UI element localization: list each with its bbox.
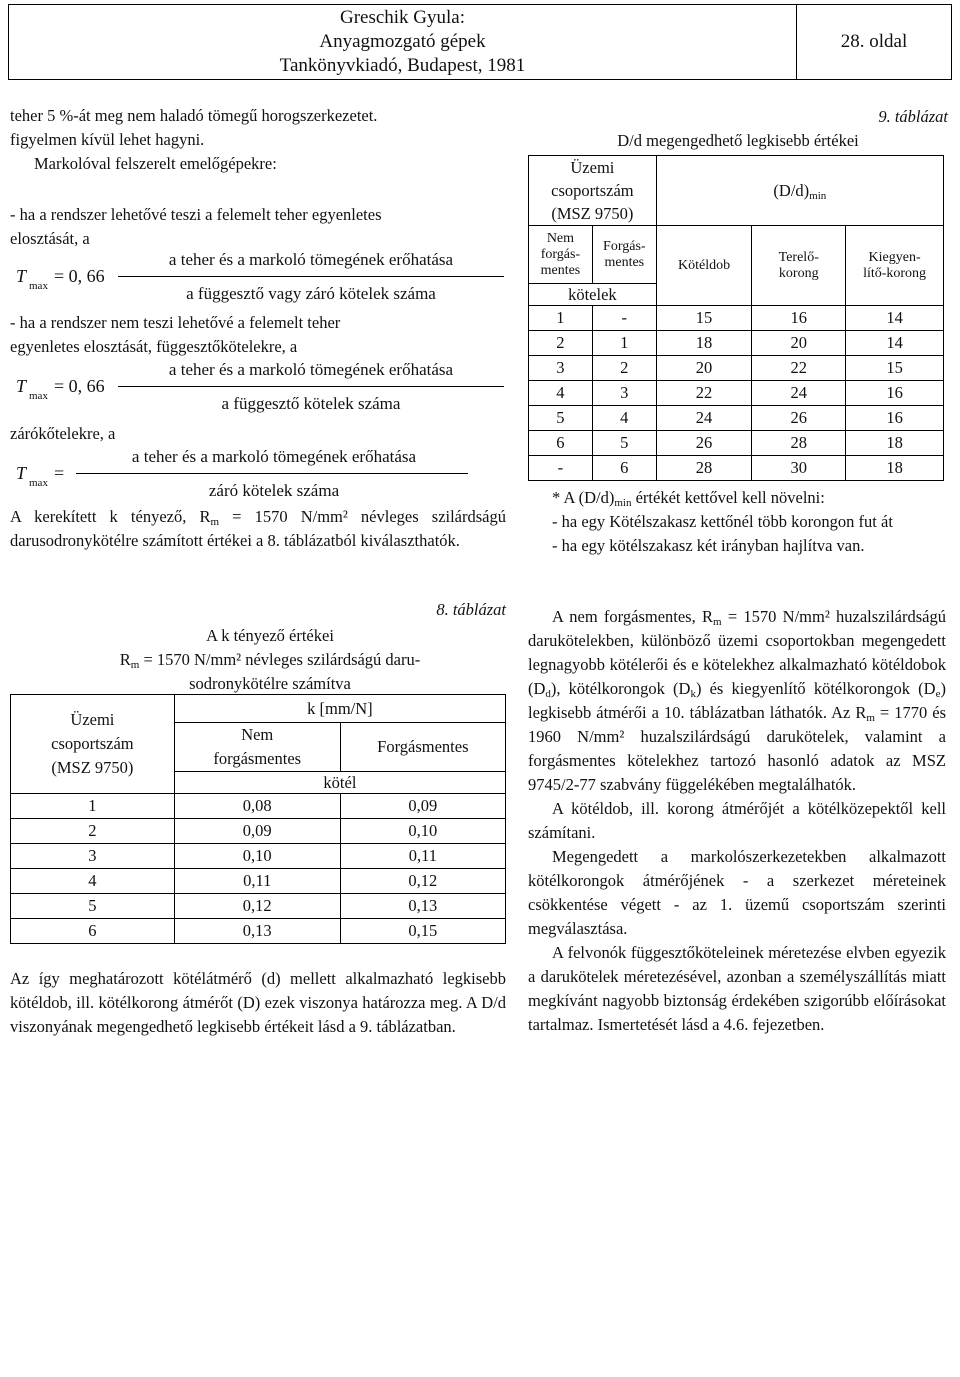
table8-cell: 0,09 — [340, 794, 505, 819]
table9-cell: 2 — [592, 356, 656, 381]
table9-cell: 22 — [752, 356, 846, 381]
text-line: - ha a rendszer nem teszi lehetővé a felemelt teher — [10, 313, 341, 332]
table8-row — [11, 919, 506, 944]
table8-title-block — [10, 624, 530, 696]
case3-text: zárókőtelekre, a — [10, 424, 116, 443]
table8-header-k: k [mm/N] — [174, 695, 505, 723]
table9-cell: 15 — [656, 306, 752, 331]
table8-header-nem: Nem forgásmentes — [174, 723, 340, 772]
table9-row — [529, 331, 944, 356]
table9-cell: 26 — [752, 406, 846, 431]
table8-label: 8. táblázat — [436, 600, 506, 619]
formula-coefficient: = — [54, 463, 65, 483]
formula-subscript: max — [29, 477, 48, 489]
table9-cell: 16 — [846, 381, 944, 406]
table9-header-kiegy: Kiegyen-lítő-korong — [846, 226, 944, 306]
table9-header-terelo: Terelő-korong — [752, 226, 846, 306]
table9-cell: 20 — [752, 331, 846, 356]
table8-header-kotel: kötél — [174, 772, 505, 794]
table9-cell: 4 — [592, 406, 656, 431]
fraction-bar — [118, 386, 504, 387]
formula-numerator: a teher és a markoló tömegének erőhatása — [131, 447, 417, 466]
header-citation — [9, 5, 797, 79]
table9-header-group: Üzemi csoportszám (MSZ 9750) — [529, 156, 657, 226]
table9-note: - ha egy Kötélszakasz kettőnél több korongon fut át — [552, 512, 893, 531]
table9-row — [529, 431, 944, 456]
formula-tmax-3 — [10, 447, 506, 505]
table8-row — [11, 794, 506, 819]
formula-symbol: T — [16, 463, 27, 483]
table9-note: * A $(D/d)_{min}$ értékét kettővel kell növelni: — [552, 488, 825, 509]
right-bottom-text — [528, 605, 946, 1037]
table9-cell: 16 — [846, 406, 944, 431]
table9-cell: 14 — [846, 331, 944, 356]
text-line: Markolóval felszerelt emelőgépekre: — [34, 154, 277, 173]
text-line: egyenletes elosztását, függesztőkötelekre, a — [10, 337, 298, 356]
table8-cell: 0,11 — [340, 844, 505, 869]
table8-subtitle: $R_m = 1570$ N/mm² névleges szilárdságú daru- — [119, 650, 421, 671]
text-paragraph: Megengedett a markolószerkezetekben alkalmazott kötélkorongok átmérőjének - a szerkezet méreteinek csökkentése végett - az 1. üzemű csoportszám szerinti megválasztása. — [528, 847, 946, 938]
left-bottom-paragraph: Az így meghatározott kötélátmérő (d) mellett alkalmazható legkisebb kötéldob, ill. kötélkorong átmérőt (D) ezek viszonya határozza meg. A D/d viszonyának megengedhető legkisebb értékeit lásd a 9. táblázatban. — [10, 969, 506, 1036]
table9-cell: 1 — [592, 331, 656, 356]
table9-row — [529, 356, 944, 381]
table8-cell: 5 — [11, 894, 175, 919]
table9-cell: 1 — [529, 306, 593, 331]
table8-cell: 6 — [11, 919, 175, 944]
table9-cell: 18 — [846, 456, 944, 481]
table8-cell: 4 — [11, 869, 175, 894]
table8-cell: 1 — [11, 794, 175, 819]
table8-subtitle-cont: sodronykötélre számítva — [189, 674, 351, 693]
table9-header-nem: Nem forgás-mentes — [529, 226, 593, 284]
formula-denominator: a függesztő vagy záró kötelek száma — [186, 284, 436, 303]
table9-label: 9. táblázat — [878, 107, 948, 126]
table8-cell: 0,10 — [174, 844, 340, 869]
table8-cell: 0,09 — [174, 819, 340, 844]
table9-header-ratio: $(D/d)_{min}$ — [656, 156, 943, 226]
left-top-text — [10, 104, 506, 176]
table9-row — [529, 306, 944, 331]
formula-numerator: a teher és a markoló tömegének erőhatása — [168, 360, 454, 379]
table8-cell: 0,12 — [340, 869, 505, 894]
table9-header-koteldob: Kötéldob — [656, 226, 752, 306]
table9-cell: 26 — [656, 431, 752, 456]
table9-cell: 6 — [592, 456, 656, 481]
table8-cell: 0,15 — [340, 919, 505, 944]
table9-cell: 28 — [752, 431, 846, 456]
formula-tmax-2 — [10, 360, 506, 418]
table8-row — [11, 894, 506, 919]
text-line: teher 5 %-át meg nem haladó tömegű horogszerkezetet. — [10, 106, 378, 125]
table9-header-forgas: Forgás-mentes — [592, 226, 656, 284]
table9-cell: - — [592, 306, 656, 331]
formula-denominator: a függesztő kötelek száma — [221, 394, 401, 413]
table8-header-forgas: Forgásmentes — [340, 723, 505, 772]
table9-cell: 22 — [656, 381, 752, 406]
text-paragraph: A nem forgásmentes, $R_m = 1570$ N/mm² huzalszilárdságú darukötelekben, különböző üzemi csoportokban megengedett legnagyobb kötélerői és e kötelekhez alkalmazható kötéldobok $(D_d)$, kötélkorongok $(D_k)$ és kiegyenlítő kötélkorongok $(D_e)$ legkisebb átmérői a 10. táblázatban láthatók. Az $R_m = 1770$ és 1960 N/mm² huzalszilárdságú darukötelek, valamint a forgásmentes kötelekhez tartozó hasonló adatok az MSZ 9745/2-77 szabvány függelékében megtalálhatók. — [528, 607, 946, 794]
formula-symbol: T — [16, 376, 27, 396]
table8-row — [11, 844, 506, 869]
k-factor-paragraph: A kerekített k tényező, $R_m = 1570$ N/mm² névleges szilárdságú darusodronykötélre számított értékei a 8. táblázatból kiválaszthatók. — [10, 507, 506, 550]
table9-row — [529, 456, 944, 481]
table9-cell: 18 — [656, 331, 752, 356]
table8-cell: 0,10 — [340, 819, 505, 844]
table9-cell: - — [529, 456, 593, 481]
table9-cell: 20 — [656, 356, 752, 381]
fraction-bar — [76, 473, 468, 474]
table9-cell: 4 — [529, 381, 593, 406]
table9-cell: 3 — [592, 381, 656, 406]
table9-cell: 5 — [592, 431, 656, 456]
table9-cell: 3 — [529, 356, 593, 381]
page-header — [8, 4, 952, 80]
table9-header-kotel: kötelek — [529, 284, 657, 306]
fraction-bar — [118, 276, 504, 277]
table9-cell: 14 — [846, 306, 944, 331]
table9-cell: 24 — [656, 406, 752, 431]
table9-notes — [528, 486, 948, 558]
table8-cell: 3 — [11, 844, 175, 869]
text-line: - ha a rendszer lehetővé teszi a felemelt teher egyenletes — [10, 205, 382, 224]
header-page-number: 28. oldal — [840, 31, 908, 52]
table8-row — [11, 869, 506, 894]
table9-row — [529, 406, 944, 431]
table9-cell: 24 — [752, 381, 846, 406]
table9-cell: 6 — [529, 431, 593, 456]
table8-cell: 0,13 — [340, 894, 505, 919]
text-line: figyelmen kívül lehet hagyni. — [10, 130, 205, 149]
table8 — [10, 694, 506, 944]
formula-subscript: max — [29, 280, 48, 292]
table8-row — [11, 819, 506, 844]
formula-denominator: záró kötelek száma — [208, 481, 340, 500]
formula-numerator: a teher és a markoló tömegének erőhatása — [168, 250, 454, 269]
table8-title: A k tényező értékei — [206, 626, 334, 645]
table8-cell: 0,11 — [174, 869, 340, 894]
case2-text — [10, 311, 506, 359]
formula-subscript: max — [29, 390, 48, 402]
table9-cell: 16 — [752, 306, 846, 331]
table9-row — [529, 381, 944, 406]
header-author: Greschik Gyula: — [339, 7, 466, 28]
case1-text — [10, 203, 506, 251]
table8-cell: 0,13 — [174, 919, 340, 944]
table8-cell: 0,08 — [174, 794, 340, 819]
text-line: elosztását, a — [10, 229, 90, 248]
header-book-title: Anyagmozgató gépek — [319, 31, 486, 52]
table9-cell: 18 — [846, 431, 944, 456]
formula-coefficient: = 0, 66 — [54, 376, 105, 396]
text-paragraph: A kötéldob, ill. korong átmérőjét a kötélközepektől kell számítani. — [528, 799, 946, 842]
header-publisher: Tankönyvkiadó, Budapest, 1981 — [279, 55, 526, 76]
table9-cell: 5 — [529, 406, 593, 431]
formula-coefficient: = 0, 66 — [54, 266, 105, 286]
formula-symbol: T — [16, 266, 27, 286]
text-paragraph: A felvonók függesztőköteleinek méretezése elvben egyezik a darukötelek méretezésével, azonban a személyszállítás miatt megkívánt nagyobb biztonság érdekében szigorúbb előírásokat tartalmaz. Ismertetését lásd a 4.6. fejezetben. — [528, 943, 946, 1034]
table9-cell: 28 — [656, 456, 752, 481]
table9-cell: 30 — [752, 456, 846, 481]
table9-cell: 15 — [846, 356, 944, 381]
formula-tmax-1 — [10, 250, 506, 308]
table8-cell: 0,12 — [174, 894, 340, 919]
table9-note: - ha egy kötélszakasz két irányban hajlítva van. — [552, 536, 865, 555]
table9-cell: 2 — [529, 331, 593, 356]
table8-header-group: Üzemi csoportszám (MSZ 9750) — [11, 695, 175, 794]
table8-cell: 2 — [11, 819, 175, 844]
table9-title: D/d megengedhető legkisebb értékei — [617, 131, 859, 150]
table9 — [528, 155, 944, 481]
